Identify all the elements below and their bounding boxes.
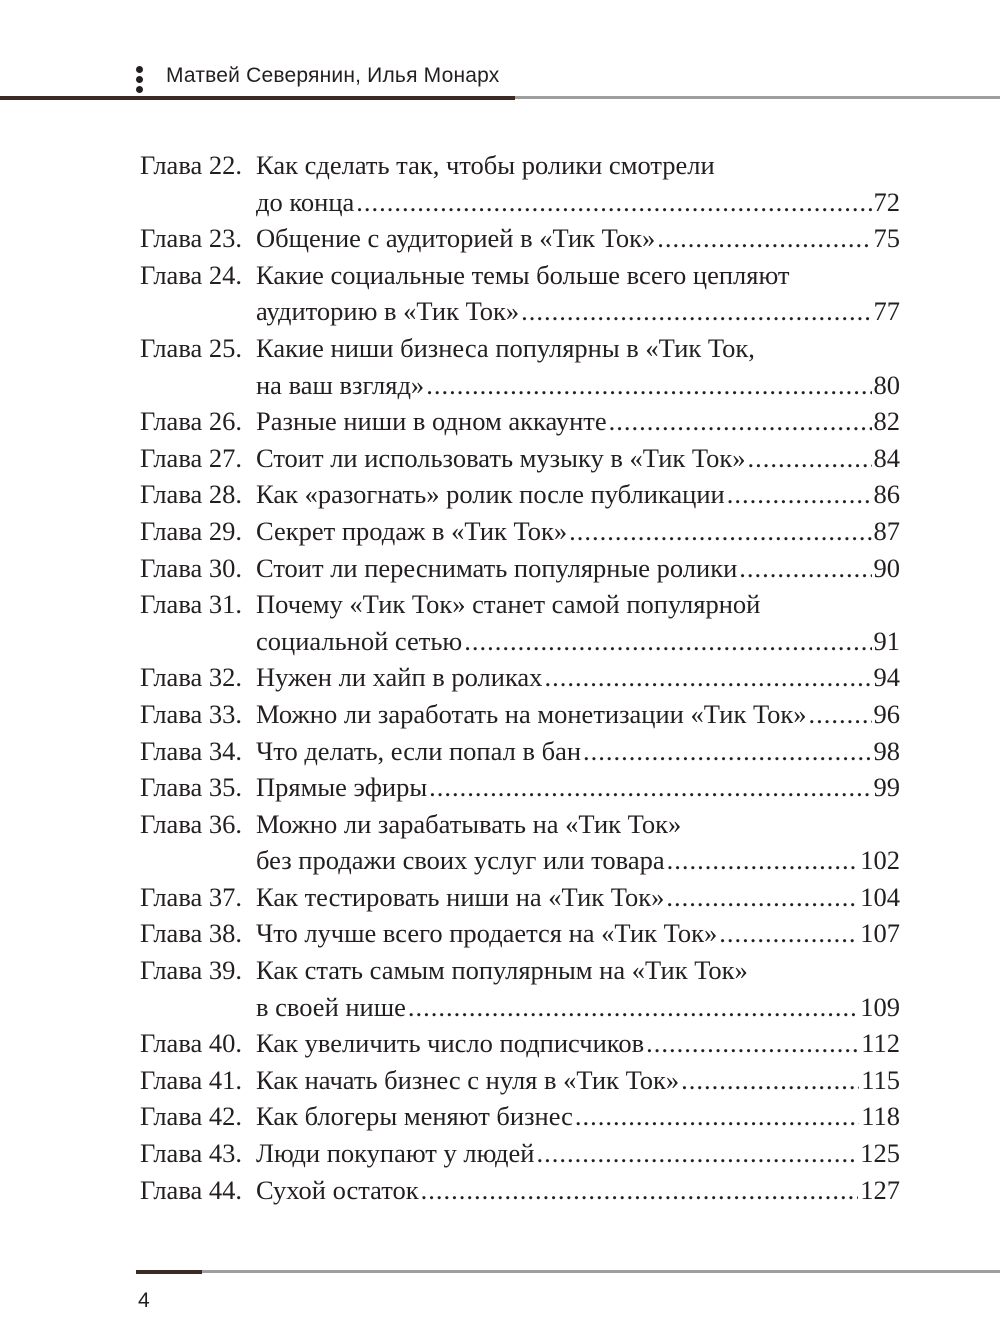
dot-leader — [575, 1098, 859, 1135]
chapter-title-line: Какие ниши бизнеса популярны в «Тик Ток, — [256, 332, 755, 363]
chapter-number: Глава 28. — [140, 479, 242, 510]
dot-leader — [657, 220, 871, 257]
header-authors: Матвей Северянин, Илья Монарх — [166, 64, 500, 87]
chapter-title-text: Как начать бизнес с нуля в «Тик Ток» — [256, 1064, 680, 1095]
chapter-title-text: Нужен ли хайп в роликах — [256, 662, 543, 693]
chapter-title-last-line — [256, 659, 900, 696]
chapter-title-block — [256, 550, 900, 587]
chapter-title-block — [256, 440, 900, 477]
dot-leader — [544, 659, 871, 696]
chapter-page-number: 82 — [873, 406, 900, 437]
header-rule-thin — [515, 96, 1000, 99]
chapter-title-last-line — [256, 550, 900, 587]
header-rule-thick — [0, 96, 515, 100]
toc-entry — [140, 220, 900, 257]
chapter-number: Глава 36. — [140, 808, 242, 839]
chapter-title-text: Можно ли заработать на монетизации «Тик Ток» — [256, 698, 807, 729]
chapter-title-text: Прямые эфиры — [256, 772, 428, 803]
toc-entry — [140, 586, 900, 659]
chapter-number: Глава 26. — [140, 406, 242, 437]
chapter-title-text: без продажи своих услуг или товара — [256, 845, 665, 876]
page-number: 4 — [138, 1289, 150, 1312]
chapter-title-block — [256, 1172, 900, 1209]
toc-entry — [140, 1135, 900, 1172]
chapter-title-text: Что делать, если попал в бан — [256, 735, 582, 766]
chapter-title-last-line — [256, 989, 900, 1026]
chapter-title-last-line — [256, 293, 900, 330]
chapter-title-last-line — [256, 623, 900, 660]
chapter-page-number: 75 — [873, 223, 900, 254]
chapter-title-last-line — [256, 1062, 900, 1099]
dot-leader — [421, 1172, 859, 1209]
dot-leader — [583, 733, 871, 770]
dot-leader — [666, 879, 858, 916]
footer-rule-thin — [202, 1270, 1000, 1273]
chapter-title-last-line — [256, 513, 900, 550]
chapter-number: Глава 33. — [140, 698, 242, 729]
chapter-page-number: 127 — [860, 1174, 900, 1205]
chapter-number: Глава 22. — [140, 150, 242, 180]
chapter-title-last-line — [256, 220, 900, 257]
chapter-page-number: 125 — [860, 1138, 900, 1169]
chapter-title-last-line — [256, 476, 900, 513]
chapter-title-text: социальной сетью — [256, 625, 463, 656]
toc-entry — [140, 1098, 900, 1135]
chapter-page-number: 90 — [873, 552, 900, 583]
toc-entry — [140, 330, 900, 403]
chapter-number: Глава 27. — [140, 442, 242, 473]
chapter-title-block — [256, 220, 900, 257]
chapter-page-number: 72 — [873, 186, 900, 217]
toc-entry — [140, 806, 900, 879]
chapter-page-number: 87 — [873, 515, 900, 546]
toc-entry — [140, 1062, 900, 1099]
chapter-title-text: на ваш взгляд» — [256, 369, 425, 400]
chapter-title-block — [256, 1025, 900, 1062]
chapter-title-block — [256, 330, 900, 403]
dot-leader — [667, 842, 859, 879]
toc-entry — [140, 659, 900, 696]
chapter-number: Глава 39. — [140, 955, 242, 986]
chapter-title-last-line — [256, 733, 900, 770]
chapter-title-last-line — [256, 1098, 900, 1135]
chapter-title-text: Сухой остаток — [256, 1174, 419, 1205]
toc-entry — [140, 952, 900, 1025]
chapter-title-block — [256, 586, 900, 659]
dot-leader — [464, 623, 871, 660]
chapter-title-line: Как сделать так, чтобы ролики смотрели — [256, 150, 715, 180]
chapter-page-number: 99 — [873, 772, 900, 803]
chapter-title-text: Что лучше всего продается на «Тик Ток» — [256, 918, 718, 949]
chapter-title-text: Разные ниши в одном аккаунте — [256, 406, 607, 437]
chapter-title-text: Общение с аудиторией в «Тик Ток» — [256, 223, 656, 254]
chapter-page-number: 91 — [873, 625, 900, 656]
chapter-page-number: 109 — [860, 991, 900, 1022]
chapter-number: Глава 31. — [140, 589, 242, 620]
dot-leader — [356, 184, 871, 221]
dot-leader — [681, 1062, 859, 1099]
chapter-page-number: 96 — [873, 698, 900, 729]
dot-leader — [408, 989, 858, 1026]
chapter-title-block — [256, 257, 900, 330]
chapter-title-text: Стоит ли переснимать популярные ролики — [256, 552, 738, 583]
chapter-page-number: 77 — [873, 296, 900, 327]
chapter-title-text: Как блогеры меняют бизнес — [256, 1101, 573, 1132]
chapter-page-number: 86 — [873, 479, 900, 510]
chapter-title-block — [256, 769, 900, 806]
dot-leader — [739, 550, 871, 587]
toc-entry — [140, 257, 900, 330]
chapter-title-block — [256, 1098, 900, 1135]
vertical-dots-icon — [136, 66, 144, 96]
chapter-page-number: 115 — [861, 1064, 900, 1095]
chapter-page-number: 102 — [860, 845, 900, 876]
chapter-title-text: Секрет продаж в «Тик Ток» — [256, 515, 568, 546]
chapter-number: Глава 35. — [140, 772, 242, 803]
chapter-title-block — [256, 476, 900, 513]
chapter-number: Глава 23. — [140, 223, 242, 254]
chapter-page-number: 80 — [873, 369, 900, 400]
chapter-title-text: до конца — [256, 186, 355, 217]
toc-entry — [140, 769, 900, 806]
dot-leader — [748, 440, 872, 477]
chapter-title-last-line — [256, 879, 900, 916]
chapter-title-block — [256, 1062, 900, 1099]
chapter-page-number: 98 — [873, 735, 900, 766]
dot-leader — [521, 293, 871, 330]
chapter-number: Глава 30. — [140, 552, 242, 583]
chapter-title-text: Как тестировать ниши на «Тик Ток» — [256, 881, 665, 912]
chapter-title-line: Как стать самым популярным на «Тик Ток» — [256, 955, 748, 986]
chapter-title-block — [256, 1135, 900, 1172]
chapter-number: Глава 38. — [140, 918, 242, 949]
chapter-title-line: Какие социальные темы больше всего цепляют — [256, 259, 790, 290]
toc-entry — [140, 147, 900, 220]
chapter-page-number: 104 — [860, 881, 900, 912]
footer-rule-thick — [136, 1270, 202, 1274]
chapter-number: Глава 25. — [140, 332, 242, 363]
chapter-title-text: Стоит ли использовать музыку в «Тик Ток» — [256, 442, 746, 473]
toc-entry — [140, 476, 900, 513]
chapter-title-text: Как «разогнать» ролик после публикации — [256, 479, 725, 510]
dot-leader — [569, 513, 871, 550]
chapter-number: Глава 41. — [140, 1064, 242, 1095]
toc-entry — [140, 879, 900, 916]
dot-leader — [719, 915, 858, 952]
chapter-title-block — [256, 952, 900, 1025]
chapter-title-text: Люди покупают у людей — [256, 1138, 535, 1169]
chapter-title-block — [256, 915, 900, 952]
chapter-title-last-line — [256, 440, 900, 477]
dot-leader — [609, 403, 872, 440]
chapter-title-last-line — [256, 367, 900, 404]
toc-entry — [140, 1025, 900, 1062]
chapter-title-block — [256, 696, 900, 733]
table-of-contents — [140, 147, 900, 1208]
chapter-number: Глава 34. — [140, 735, 242, 766]
dot-leader — [536, 1135, 858, 1172]
chapter-title-line: Почему «Тик Ток» станет самой популярной — [256, 589, 761, 620]
toc-entry — [140, 1172, 900, 1209]
chapter-page-number: 107 — [860, 918, 900, 949]
chapter-number: Глава 44. — [140, 1174, 242, 1205]
chapter-title-line: Можно ли зарабатывать на «Тик Ток» — [256, 808, 682, 839]
dot-leader — [809, 696, 872, 733]
chapter-title-last-line — [256, 696, 900, 733]
chapter-page-number: 118 — [861, 1101, 900, 1132]
chapter-title-last-line — [256, 842, 900, 879]
chapter-title-last-line — [256, 1172, 900, 1209]
dot-leader — [426, 367, 871, 404]
chapter-page-number: 112 — [861, 1028, 900, 1059]
toc-entry — [140, 696, 900, 733]
running-header — [0, 0, 1000, 105]
dot-leader — [646, 1025, 859, 1062]
dot-leader — [429, 769, 871, 806]
toc-entry — [140, 733, 900, 770]
chapter-number: Глава 42. — [140, 1101, 242, 1132]
toc-entry — [140, 440, 900, 477]
chapter-number: Глава 24. — [140, 259, 242, 290]
toc-entry — [140, 550, 900, 587]
chapter-title-block — [256, 403, 900, 440]
chapter-title-last-line — [256, 769, 900, 806]
chapter-number: Глава 32. — [140, 662, 242, 693]
chapter-title-text: Как увеличить число подписчиков — [256, 1028, 645, 1059]
toc-entry — [140, 915, 900, 952]
chapter-title-block — [256, 659, 900, 696]
chapter-title-last-line — [256, 915, 900, 952]
chapter-title-block — [256, 879, 900, 916]
chapter-title-last-line — [256, 1135, 900, 1172]
chapter-page-number: 84 — [873, 442, 900, 473]
chapter-title-block — [256, 806, 900, 879]
chapter-title-block — [256, 733, 900, 770]
chapter-title-last-line — [256, 403, 900, 440]
chapter-number: Глава 29. — [140, 515, 242, 546]
chapter-number: Глава 43. — [140, 1138, 242, 1169]
toc-entry — [140, 403, 900, 440]
chapter-number: Глава 40. — [140, 1028, 242, 1059]
chapter-title-block — [256, 147, 900, 220]
chapter-number: Глава 37. — [140, 881, 242, 912]
chapter-title-block — [256, 513, 900, 550]
chapter-title-text: в своей нише — [256, 991, 406, 1022]
toc-entry — [140, 513, 900, 550]
chapter-title-text: аудиторию в «Тик Ток» — [256, 296, 520, 327]
chapter-title-last-line — [256, 1025, 900, 1062]
dot-leader — [727, 476, 872, 513]
chapter-page-number: 94 — [873, 662, 900, 693]
chapter-title-last-line — [256, 184, 900, 221]
